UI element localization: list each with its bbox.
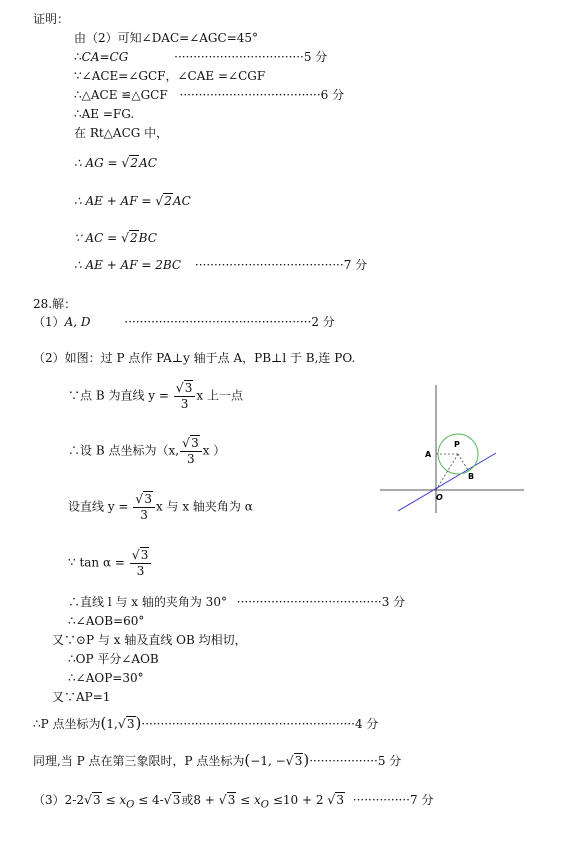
proof-line-10: ∴ AE + AF = 2BC ·······································7 分 <box>74 258 368 272</box>
label-p: P <box>454 440 460 449</box>
proof-line-5: ∴AE =FG. <box>74 107 135 121</box>
proof-line-6: 在 Rt△ACG 中， <box>74 126 169 140</box>
line-l <box>398 453 496 511</box>
proof-line-7: ∴ AG = √2AC <box>74 155 157 170</box>
segment-po <box>436 454 458 490</box>
proof-line-2: ∴CA=CG ··································5 分 <box>74 50 328 64</box>
step-7: 又∵⊙P 与 x 轴及直线 OB 均相切， <box>52 633 247 647</box>
step-2: ∴设 B 点坐标为（x, $\frac{√3}{3}$ x ） <box>68 435 226 466</box>
step-9: ∴∠AOP=30° <box>68 671 144 685</box>
step-3: 设直线 y = $\frac{√3}{3}$ x 与 x 轴夹角为 α <box>68 491 253 522</box>
proof-line-4: ∴△ACE ≌△GCF ·····································6 分 <box>74 88 345 102</box>
proof-line-3: ∵∠ACE=∠GCF，∠CAE =∠CGF <box>74 69 266 83</box>
proof-line-9: ∵ AC = √2BC <box>74 230 157 245</box>
step-5: ∴直线 l 与 x 轴的夹角为 30° ······································3 分 <box>68 595 406 609</box>
label-o: O <box>436 493 443 502</box>
segment-pb <box>458 454 468 470</box>
proof-heading: 证明： <box>33 12 70 26</box>
geometry-figure <box>378 383 526 515</box>
q28-heading: 28.解： <box>33 297 77 311</box>
proof-line-1: 由（2）可知∠DAC=∠AGC=45° <box>74 31 259 45</box>
proof-line-8: ∴ AE + AF = √2AC <box>74 193 191 208</box>
step-6: ∴∠AOB=60° <box>68 614 145 628</box>
step-10: 又∵AP=1 <box>52 690 111 704</box>
step-11: ∴P 点坐标为(1,√3)························································4 分 <box>33 714 379 732</box>
step-1: ∵点 B 为直线 y = $\frac{√3}{3}$ x 上一点 <box>68 380 243 411</box>
label-a: A <box>425 450 432 459</box>
step-12: 同理,当 P 点在第三象限时，P 点坐标为(−1, −√3)··················5 分 <box>33 751 402 769</box>
step-8: ∴OP 平分∠AOB <box>68 652 159 666</box>
step-4: ∵ tan α = $\frac{√3}{3}$ <box>68 549 152 577</box>
q28-part1: （1）A, D ·················································2 分 <box>33 315 335 329</box>
label-b: B <box>468 472 475 481</box>
q28-part3: $(3)2-2√3 \le x_O \le 4-√3$或$8 + √3 \le x_O \le 10 + 2$ √3 ···············7 分 <box>33 792 434 811</box>
q28-part2: （2）如图：过 P 点作 PA⊥y 轴于点 A，PB⊥l 于 B,连 PO. <box>33 351 356 365</box>
